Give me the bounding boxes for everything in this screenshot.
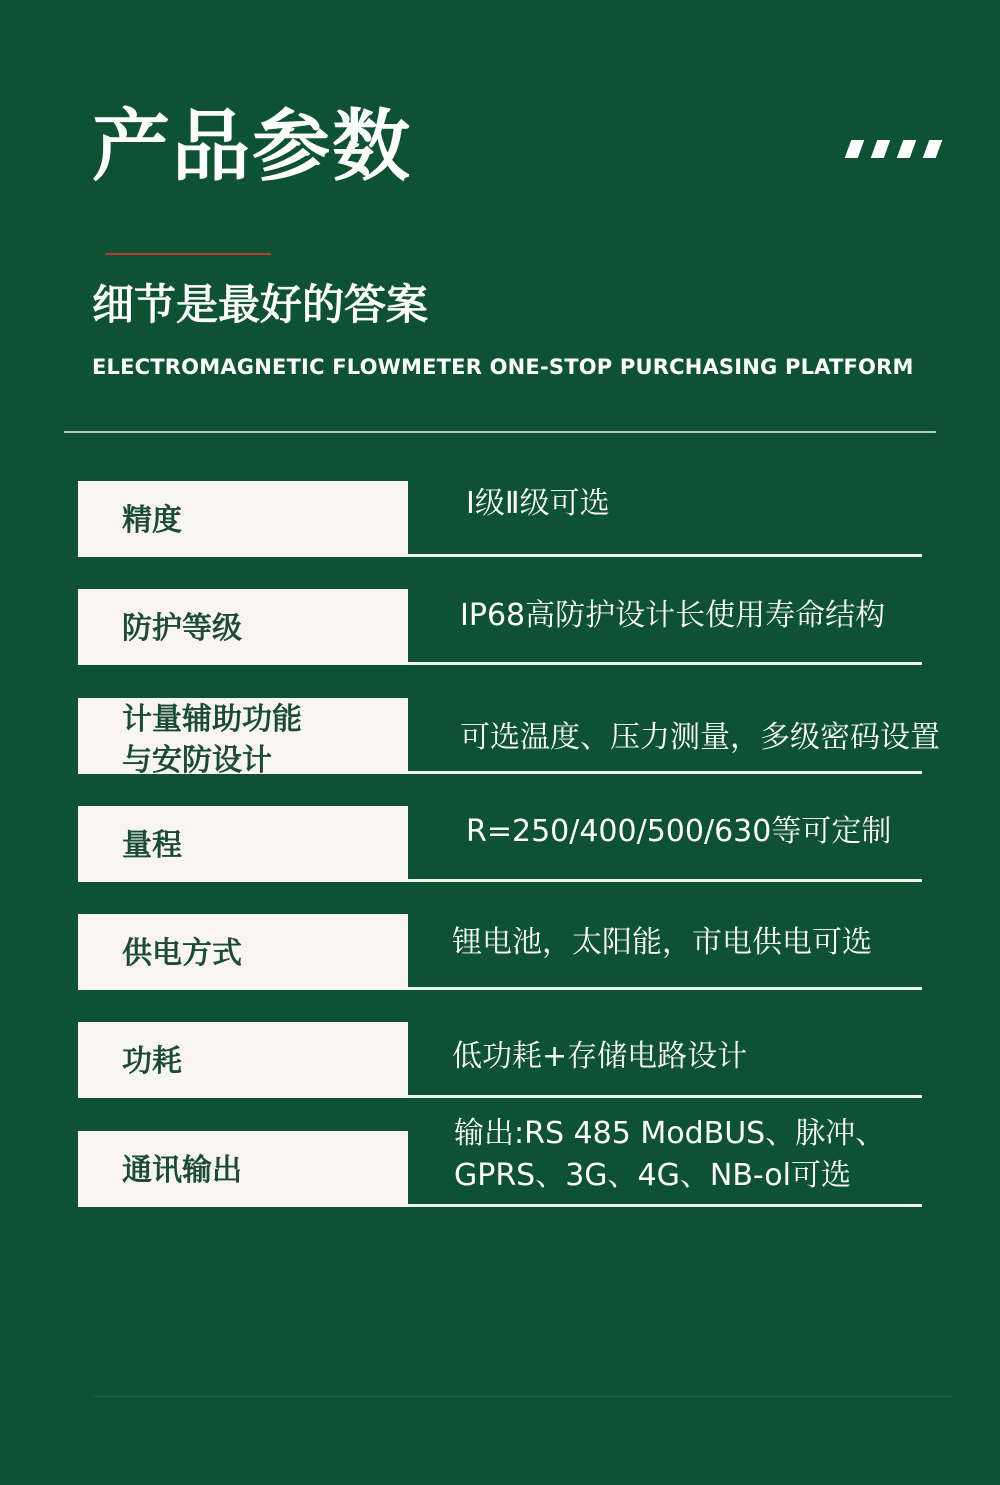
param-row-auxiliary	[78, 698, 940, 774]
param-value: R=250/400/500/630等可定制	[466, 814, 892, 849]
row-underline	[408, 662, 922, 665]
param-label-line2: 与安防设计	[122, 743, 272, 774]
param-row-communication	[78, 1116, 922, 1207]
param-value: 低功耗+存储电路设计	[452, 1039, 748, 1074]
param-row-power-supply	[78, 914, 922, 990]
param-label: 功耗	[122, 1044, 182, 1079]
param-label-box	[78, 481, 408, 557]
param-row-power-consumption	[78, 1022, 922, 1098]
english-tagline: ELECTROMAGNETIC FLOWMETER ONE-STOP PURCHASING PLATFORM	[92, 355, 914, 379]
param-label-box	[78, 698, 408, 774]
row-underline	[408, 1204, 922, 1207]
row-underline	[408, 554, 922, 557]
param-label-box	[78, 589, 408, 665]
row-underline	[408, 879, 922, 882]
param-value: IP68高防护设计长使用寿命结构	[460, 598, 886, 633]
param-value-line1: 输出:RS 485 ModBUS、脉冲、	[454, 1116, 886, 1151]
param-label: 防护等级	[122, 611, 242, 646]
param-label-box	[78, 1131, 408, 1207]
param-label-box	[78, 1022, 408, 1098]
param-row-protection	[78, 589, 922, 665]
page-title: 产品参数	[92, 102, 413, 192]
row-underline	[408, 1095, 922, 1098]
footer-divider	[92, 1396, 952, 1397]
param-label-box	[78, 806, 408, 882]
param-value-line2: GPRS、3G、4G、NB-ol可选	[454, 1158, 851, 1193]
param-value: 锂电池，太阳能，市电供电可选	[452, 925, 872, 960]
param-label: 量程	[122, 828, 182, 863]
param-label: 精度	[122, 503, 182, 538]
param-value: 可选温度、压力测量，多级密码设置	[460, 720, 940, 755]
param-label-line1: 计量辅助功能	[122, 702, 302, 737]
param-label: 通讯输出	[122, 1153, 242, 1188]
param-label-box	[78, 914, 408, 990]
param-label: 供电方式	[122, 936, 242, 971]
row-underline	[408, 987, 922, 990]
param-value: Ⅰ级Ⅱ级可选	[466, 486, 610, 521]
accent-divider	[106, 253, 271, 255]
param-row-accuracy	[78, 481, 922, 557]
page-subtitle: 细节是最好的答案	[92, 280, 429, 329]
row-underline	[408, 771, 922, 774]
param-row-range	[78, 806, 922, 882]
decorative-slashes-icon	[848, 140, 939, 158]
section-divider	[64, 431, 936, 433]
